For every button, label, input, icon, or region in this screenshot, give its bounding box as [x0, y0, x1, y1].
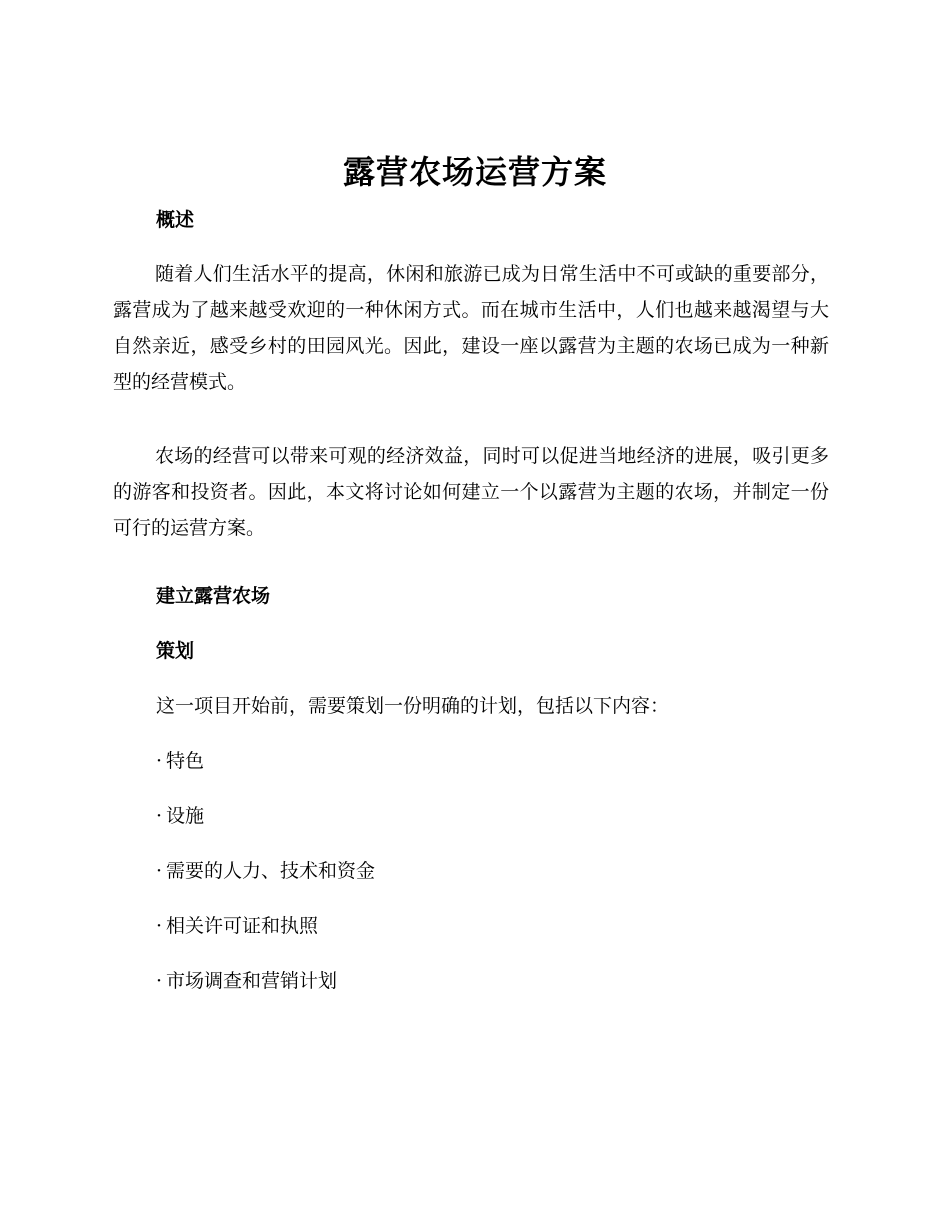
- list-item-text: 设施: [166, 805, 205, 827]
- list-item: [156, 912, 318, 940]
- list-item: [156, 857, 375, 885]
- list-item: [156, 747, 204, 775]
- document-title: 露营农场运营方案: [342, 153, 607, 191]
- overview-paragraph-1: 随着人们生活水平的提高，休闲和旅游已成为日常生活中不可或缺的重要部分，露营成为了越来越受欢迎的一种休闲方式。而在城市生活中，人们也越来越渴望与大自然亲近，感受乡村的田园风光。因此，建设一座以露营为主题的农场已成为一种新型的经营模式。: [113, 263, 829, 393]
- list-item-text: 市场调查和营销计划: [166, 970, 338, 992]
- section-heading-overview: 概述: [156, 209, 195, 231]
- overview-paragraph-2: 农场的经营可以带来可观的经济效益，同时可以促进当地经济的进展，吸引更多的游客和投资者。因此，本文将讨论如何建立一个以露营为主题的农场，并制定一份可行的运营方案。: [113, 445, 829, 539]
- bullet-marker: ·: [156, 915, 163, 937]
- bullet-marker: ·: [156, 805, 163, 827]
- bullet-marker: ·: [156, 750, 163, 772]
- list-item-text: 特色: [166, 750, 205, 772]
- list-item-text: 相关许可证和执照: [166, 915, 319, 937]
- bullet-marker: ·: [156, 860, 163, 882]
- list-item: [156, 967, 337, 995]
- section-heading-build: 建立露营农场: [156, 585, 271, 607]
- bullet-marker: ·: [156, 970, 163, 992]
- planning-intro-text: 这一项目开始前，需要策划一份明确的计划，包括以下内容：: [156, 695, 670, 717]
- list-item: [156, 802, 204, 830]
- list-item-text: 需要的人力、技术和资金: [166, 860, 376, 882]
- section-heading-planning: 策划: [156, 640, 195, 662]
